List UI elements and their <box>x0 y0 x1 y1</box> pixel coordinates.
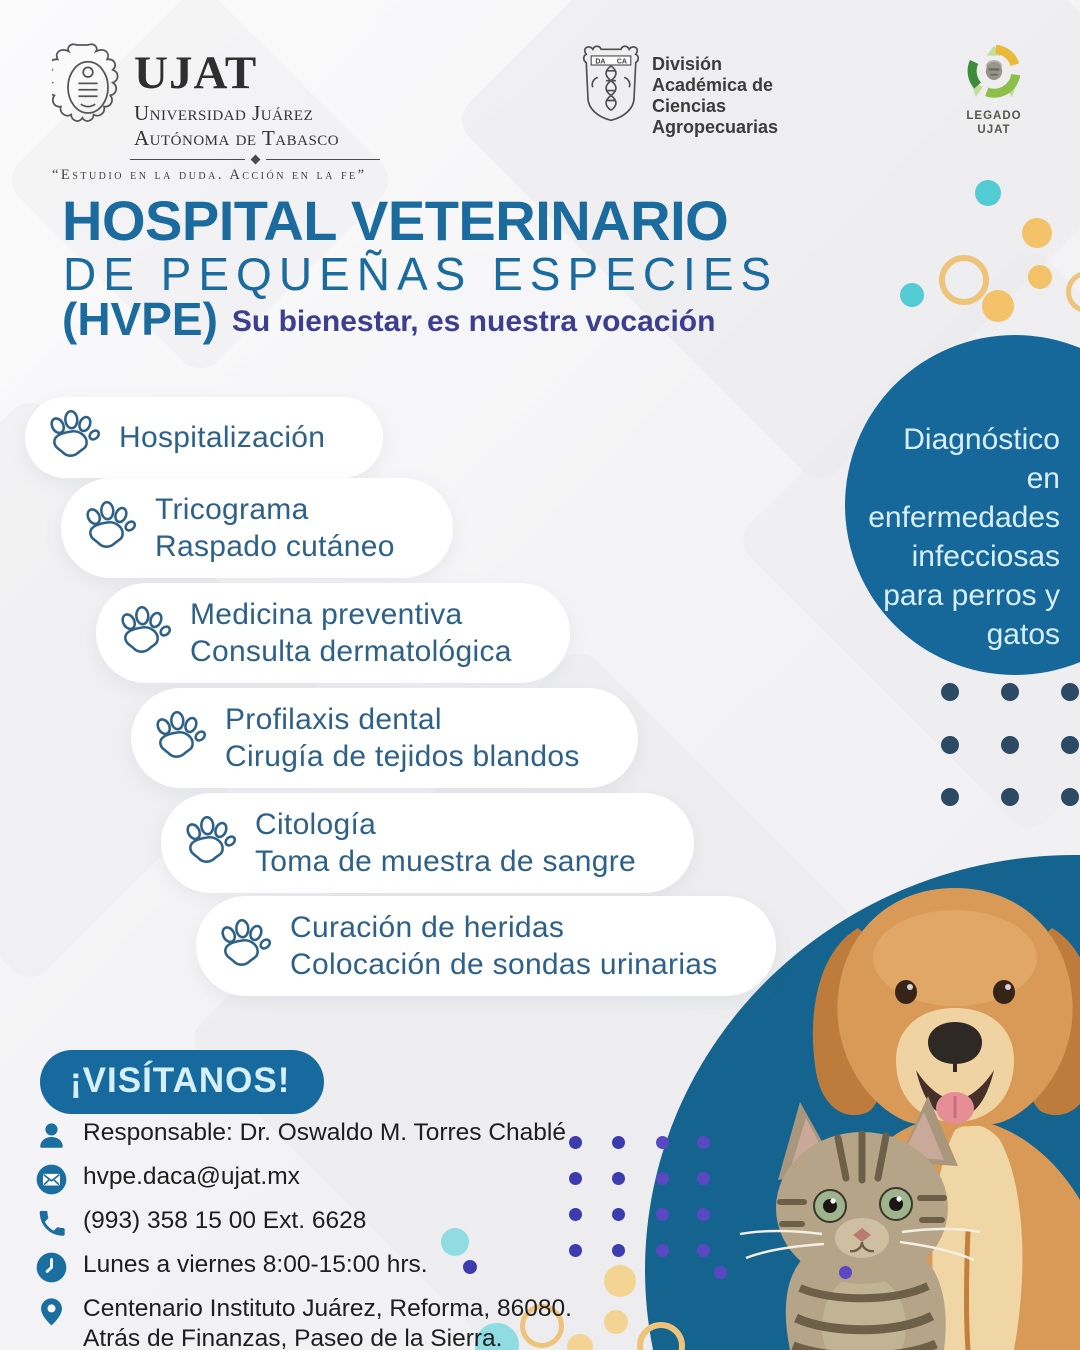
service-label: Curación de heridas <box>290 911 565 944</box>
decorative-dot <box>612 1136 625 1149</box>
contact-block <box>36 1118 572 1350</box>
paw-icon <box>151 711 207 766</box>
daca-line1: División <box>652 54 723 74</box>
email-text: hvpe.daca@ujat.mx <box>83 1163 300 1190</box>
decorative-dot <box>612 1172 625 1185</box>
ujat-name-line2: Autónoma de Tabasco <box>134 126 340 150</box>
decorative-circle <box>982 290 1014 322</box>
clock-icon <box>36 1252 67 1283</box>
contact-row-address <box>36 1294 572 1350</box>
contact-row-phone <box>36 1206 572 1239</box>
paw-icon <box>216 919 272 974</box>
daca-logo-block <box>578 38 778 138</box>
service-label: Citología <box>255 808 377 841</box>
legado-ujat-logo-block <box>952 42 1036 137</box>
paw-icon <box>81 501 137 556</box>
paw-icon <box>181 816 237 871</box>
address-line2: Atrás de Finanzas, Paseo de la Sierra. <box>83 1325 503 1350</box>
service-item-hospitalizacion <box>25 397 383 478</box>
daca-line3: Ciencias <box>652 96 727 116</box>
contact-row-email <box>36 1162 572 1195</box>
address-line1: Centenario Instituto Juárez, Reforma, 86080. <box>83 1295 572 1322</box>
decorative-dot <box>941 788 959 806</box>
diagnostics-highlight-text: Diagnóstico en enfermedades infecciosas para perros y gatos <box>868 423 1060 651</box>
ujat-acronym: UJAT <box>134 47 258 99</box>
ujat-name-line1: Universidad Juárez <box>134 101 314 125</box>
visit-us-badge: ¡VISÍTANOS! <box>40 1050 324 1114</box>
ujat-crest-logo <box>52 36 124 139</box>
service-label: Toma de muestra de sangre <box>255 845 637 878</box>
decorative-dot <box>656 1172 669 1185</box>
service-label: Colocación de sondas urinarias <box>290 948 718 981</box>
service-label: Raspado cutáneo <box>155 530 395 563</box>
decorative-dot <box>1001 736 1019 754</box>
decorative-dot <box>612 1244 625 1257</box>
responsible-text: Responsable: Dr. Oswaldo M. Torres Chablé <box>83 1119 566 1146</box>
decorative-dot <box>697 1172 710 1185</box>
decorative-circle <box>900 283 924 307</box>
ujat-motto: “Estudio en la duda. Acción en la fe” <box>52 167 367 183</box>
decorative-dot <box>697 1208 710 1221</box>
daca-line2: Académica de <box>652 75 774 95</box>
ujat-logo-block <box>52 36 382 184</box>
service-label: Cirugía de tejidos blandos <box>225 740 580 773</box>
location-pin-icon <box>36 1296 67 1327</box>
decorative-dot <box>1001 683 1019 701</box>
contact-row-responsible <box>36 1118 572 1151</box>
legado-ujat-logo <box>965 87 1023 104</box>
service-label: Hospitalización <box>119 421 326 454</box>
service-item-citologia <box>161 793 694 893</box>
decorative-dot <box>1061 788 1079 806</box>
daca-crest-logo <box>578 38 644 135</box>
service-label: Profilaxis dental <box>225 703 442 736</box>
phone-icon <box>36 1208 67 1239</box>
tagline: Su bienestar, es nuestra vocación <box>231 305 716 338</box>
decorative-circle <box>1022 218 1052 248</box>
decorative-circle <box>604 1310 628 1334</box>
decorative-dot <box>656 1136 669 1149</box>
decorative-dot <box>839 1266 852 1279</box>
decorative-dot <box>941 736 959 754</box>
decorative-circle <box>1028 265 1052 289</box>
decorative-dot <box>612 1208 625 1221</box>
daca-line4: Agropecuarias <box>652 117 779 137</box>
decorative-dot <box>1061 683 1079 701</box>
service-label: Consulta dermatológica <box>190 635 512 668</box>
phone-text: (993) 358 15 00 Ext. 6628 <box>83 1207 367 1234</box>
decorative-ring <box>939 255 989 305</box>
service-item-profilaxis-dental <box>131 688 638 788</box>
decorative-dot <box>656 1208 669 1221</box>
paw-icon <box>45 410 101 465</box>
service-label: Tricograma <box>155 493 309 526</box>
person-icon <box>36 1120 67 1151</box>
service-item-curacion-heridas <box>196 896 776 996</box>
service-label: Medicina preventiva <box>190 598 463 631</box>
decorative-circle <box>975 180 1001 206</box>
poster-title-line3 <box>62 293 716 345</box>
decorative-dot <box>1061 736 1079 754</box>
hospital-acronym: (HVPE) <box>62 293 218 345</box>
ujat-divider <box>130 156 380 163</box>
poster-title-line1: HOSPITAL VETERINARIO <box>62 189 729 252</box>
decorative-dot <box>697 1136 710 1149</box>
contact-row-hours <box>36 1250 572 1283</box>
email-icon <box>36 1164 67 1195</box>
daca-crest-text-right: CA <box>616 58 627 66</box>
service-item-medicina-preventiva <box>96 583 570 683</box>
legado-label-line2: UJAT <box>977 124 1011 136</box>
legado-label-line1: LEGADO <box>966 110 1022 122</box>
poster-title-line2: DE PEQUEÑAS ESPECIES <box>63 248 779 300</box>
decorative-dot <box>1001 788 1019 806</box>
hours-text: Lunes a viernes 8:00-15:00 hrs. <box>83 1251 428 1278</box>
decorative-dot <box>941 683 959 701</box>
daca-crest-text-left: DA <box>595 58 606 66</box>
decorative-dot <box>656 1244 669 1257</box>
decorative-dot <box>714 1266 727 1279</box>
paw-icon <box>116 606 172 661</box>
service-item-tricograma <box>61 478 453 578</box>
decorative-dot <box>697 1244 710 1257</box>
decorative-circle <box>604 1265 636 1297</box>
